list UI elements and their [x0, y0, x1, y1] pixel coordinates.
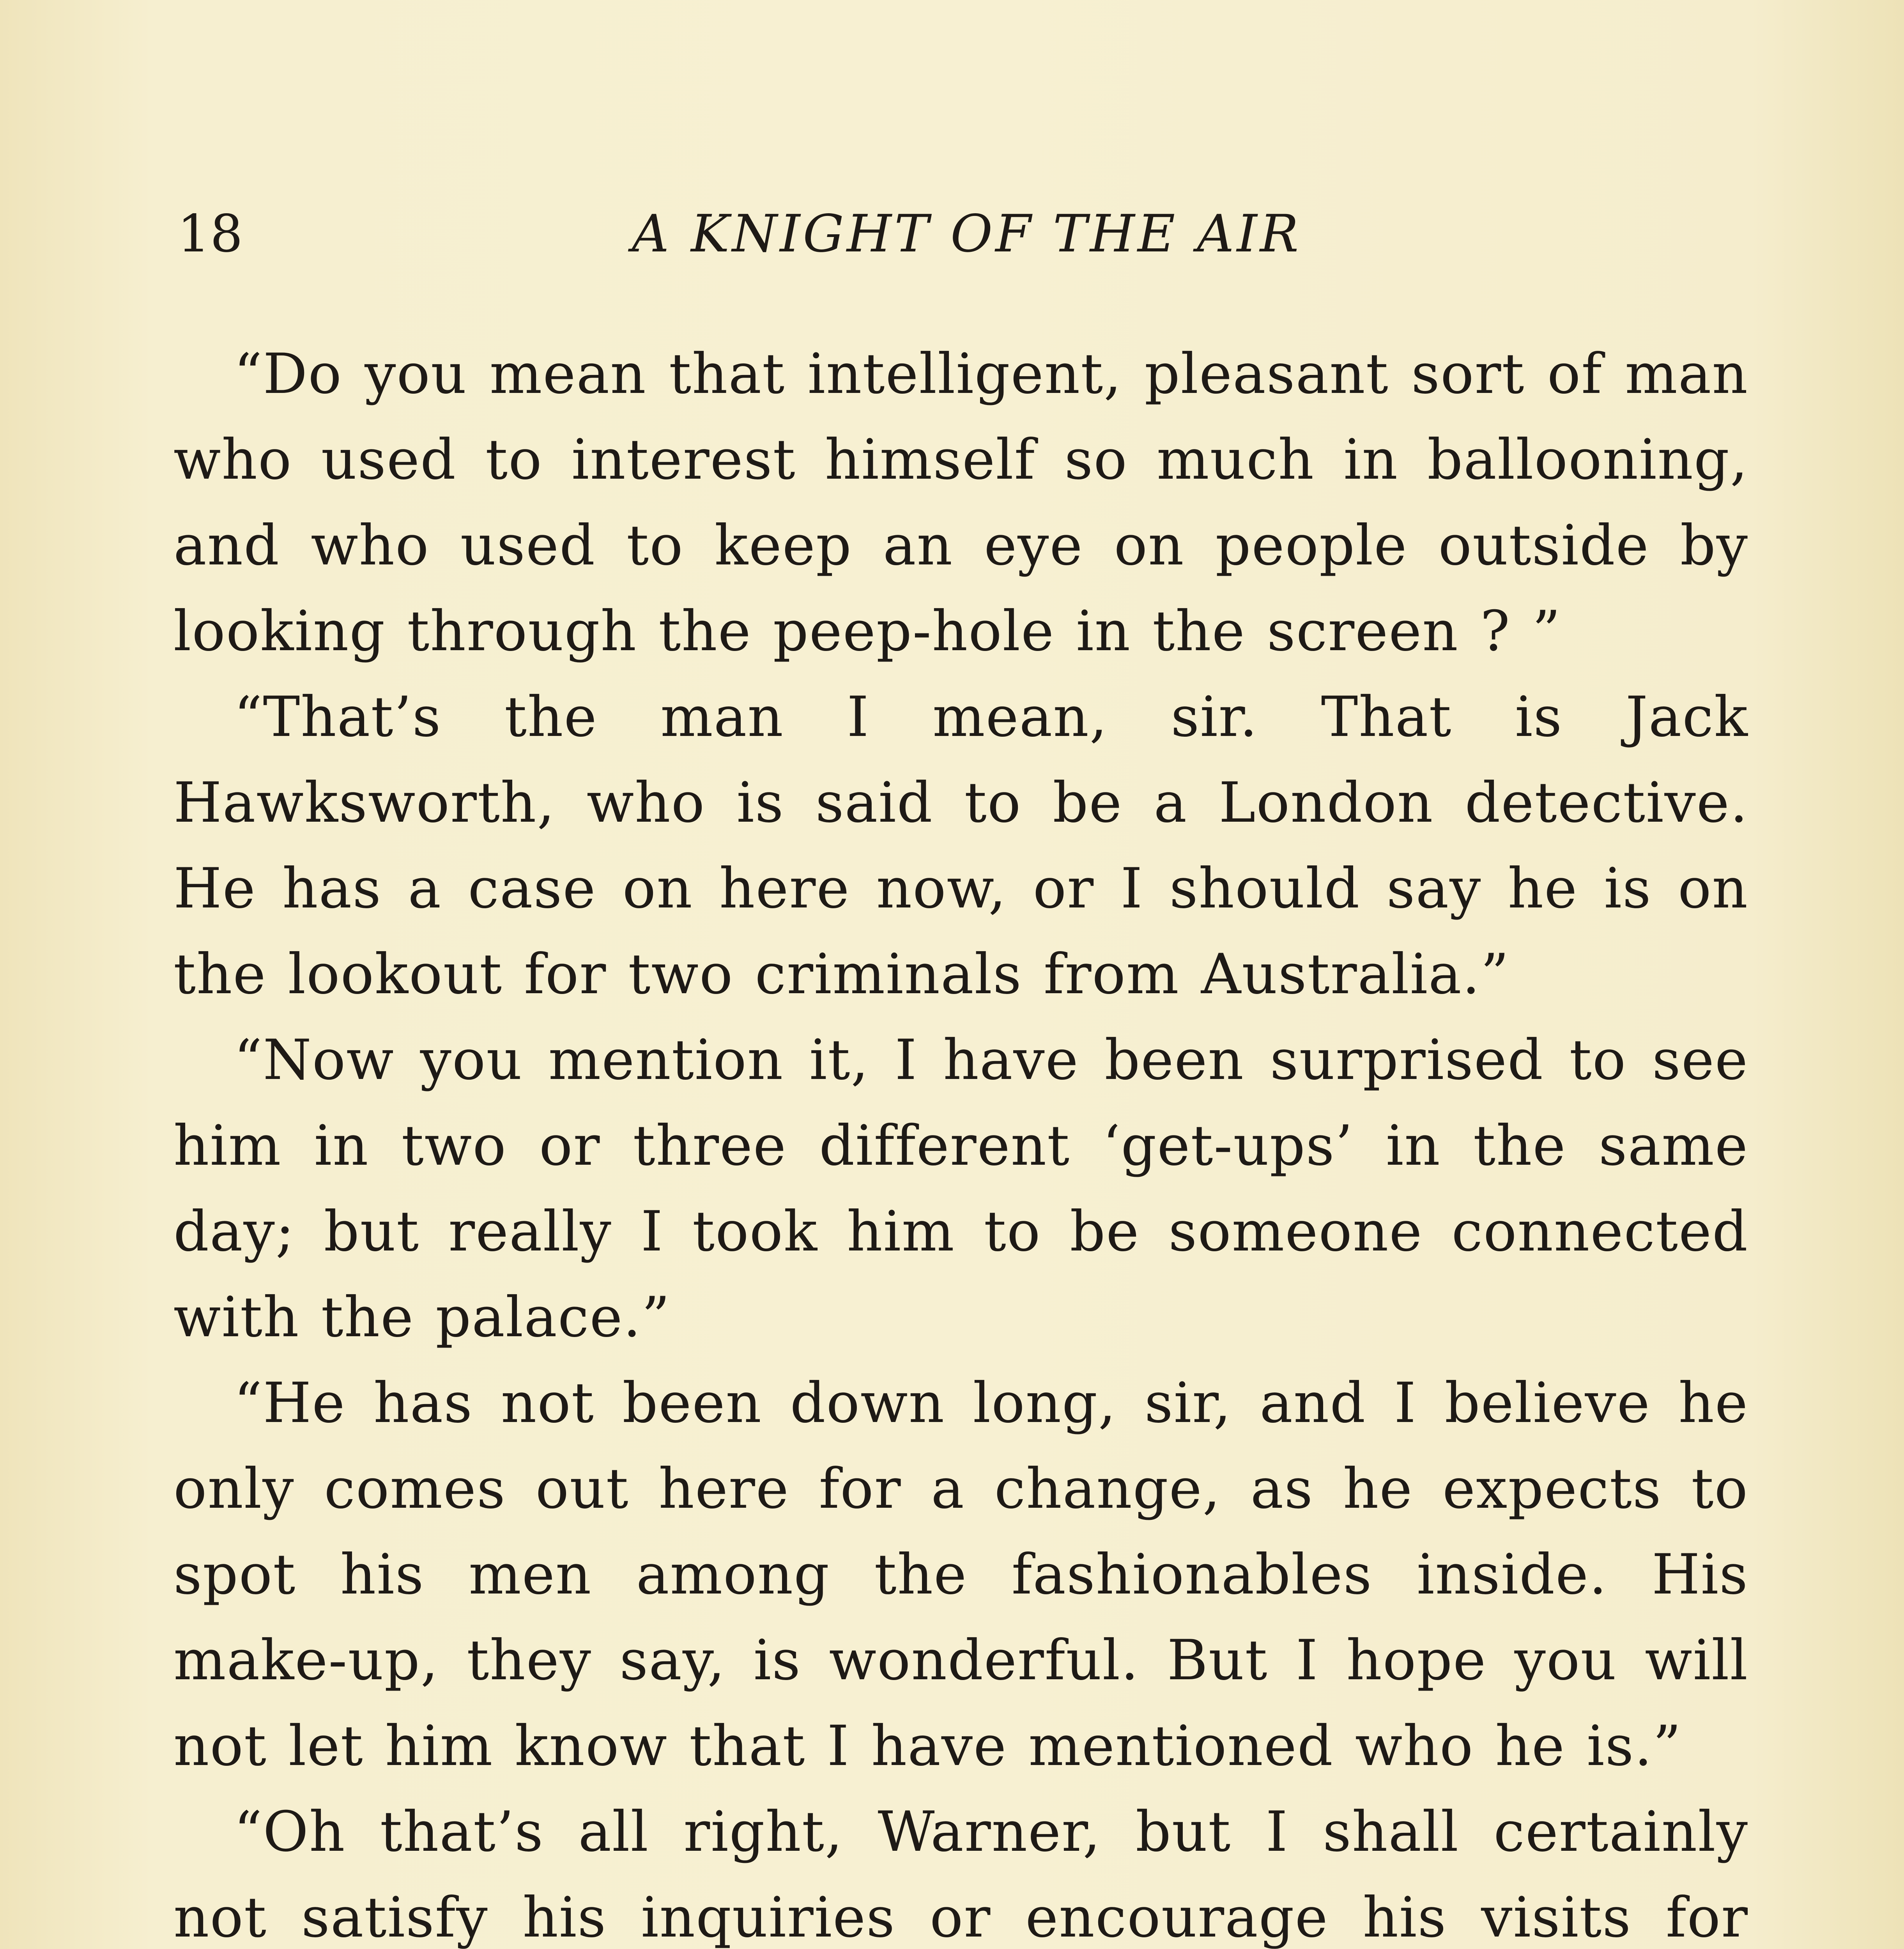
page-body	[173, 331, 1748, 1949]
paragraph: “Now you mention it, I have been surprised to see him in two or three different ‘get-ups’ in the same day; but really I took him to be someone connected with the palace.”	[173, 1028, 1748, 1349]
paragraph: “That’s the man I mean, sir. That is Jack Hawksworth, who is said to be a London detective. He has a case on here now, or I should say he is on the lookout for two criminals from Australia.”	[173, 685, 1748, 1006]
page-header	[177, 195, 1756, 296]
paragraph: “Oh that’s all right, Warner, but I shall certainly not satisfy his inquiries or encourage his visits for	[173, 1800, 1748, 1949]
paragraph: “He has not been down long, sir, and I believe he only comes out here for a change, as he expects to spot his men among the fashionables inside. His make-up, they say, is wonderful. But I hope you will not let him know that I have mentioned who he is.”	[173, 1371, 1748, 1778]
paragraph: “Do you mean that intelligent, pleasant sort of man who used to interest himself so much in ballooning, and who used to keep an eye on people outside by looking through the peep-hole in the screen ? ”	[173, 342, 1748, 663]
page-number: 18	[177, 204, 243, 264]
running-head: A KNIGHT OF THE AIR	[632, 204, 1302, 264]
